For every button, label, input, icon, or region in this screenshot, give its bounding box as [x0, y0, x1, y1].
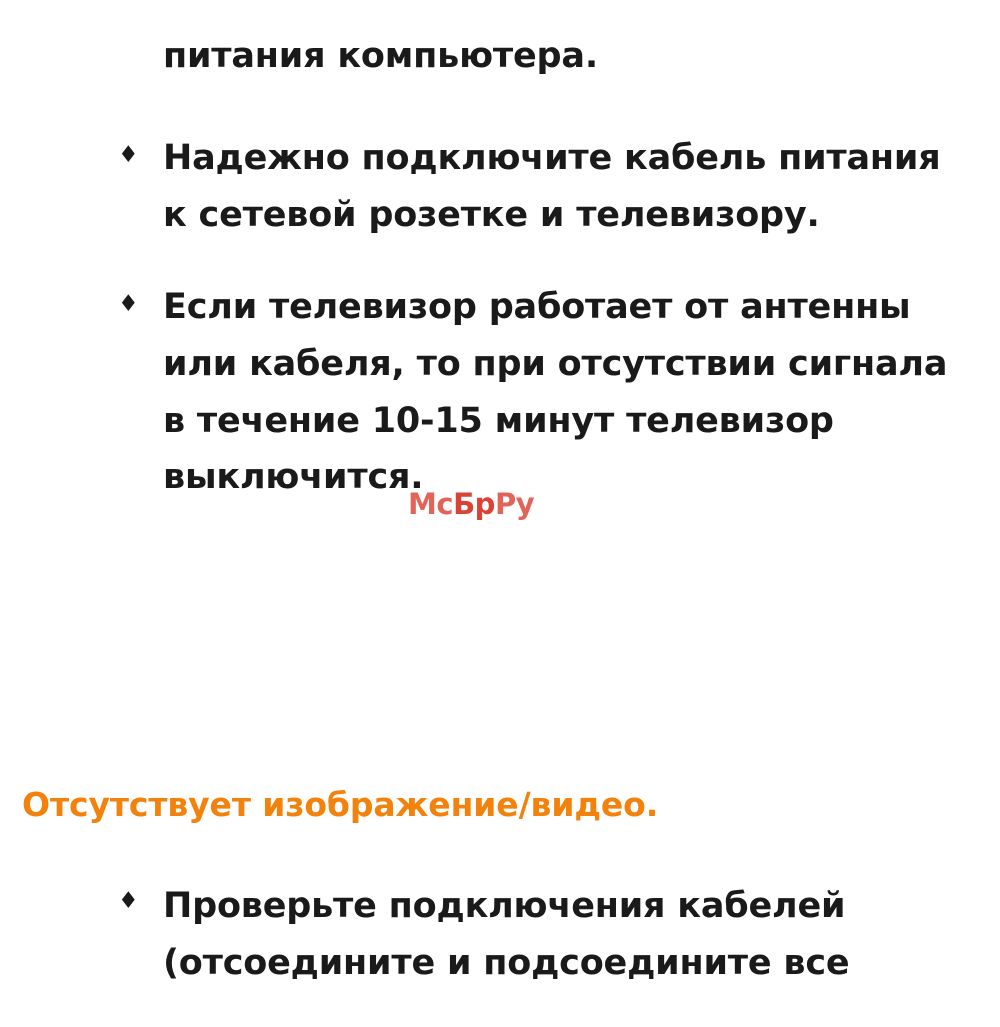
watermark-part-2: Бр — [453, 487, 495, 521]
continued-paragraph: питания компьютера. — [163, 36, 598, 76]
bullet-list-power — [0, 130, 1000, 542]
bullet-diamond-icon: ♦ — [118, 888, 139, 914]
section-heading: Отсутствует изображение/видео. — [22, 785, 659, 824]
list-item — [0, 279, 1000, 506]
list-item-text: Надежно подключите кабель питания к сетевой розетке и телевизору. — [163, 138, 941, 235]
list-item-text: Если телевизор работает от антенны или кабеля, то при отсутствии сигнала в течение 10-15 минут телевизор выключится. — [163, 287, 948, 498]
bullet-list-video — [0, 878, 1000, 1027]
watermark-part-1: Мс — [408, 487, 454, 521]
list-item — [0, 130, 1000, 243]
list-item — [0, 878, 1000, 991]
list-item-text: Проверьте подключения кабелей (отсоедините и подсоедините все — [163, 886, 850, 983]
bullet-diamond-icon: ♦ — [118, 291, 139, 318]
bullet-diamond-icon: ♦ — [118, 142, 139, 168]
watermark-part-3: Ру — [494, 487, 535, 521]
